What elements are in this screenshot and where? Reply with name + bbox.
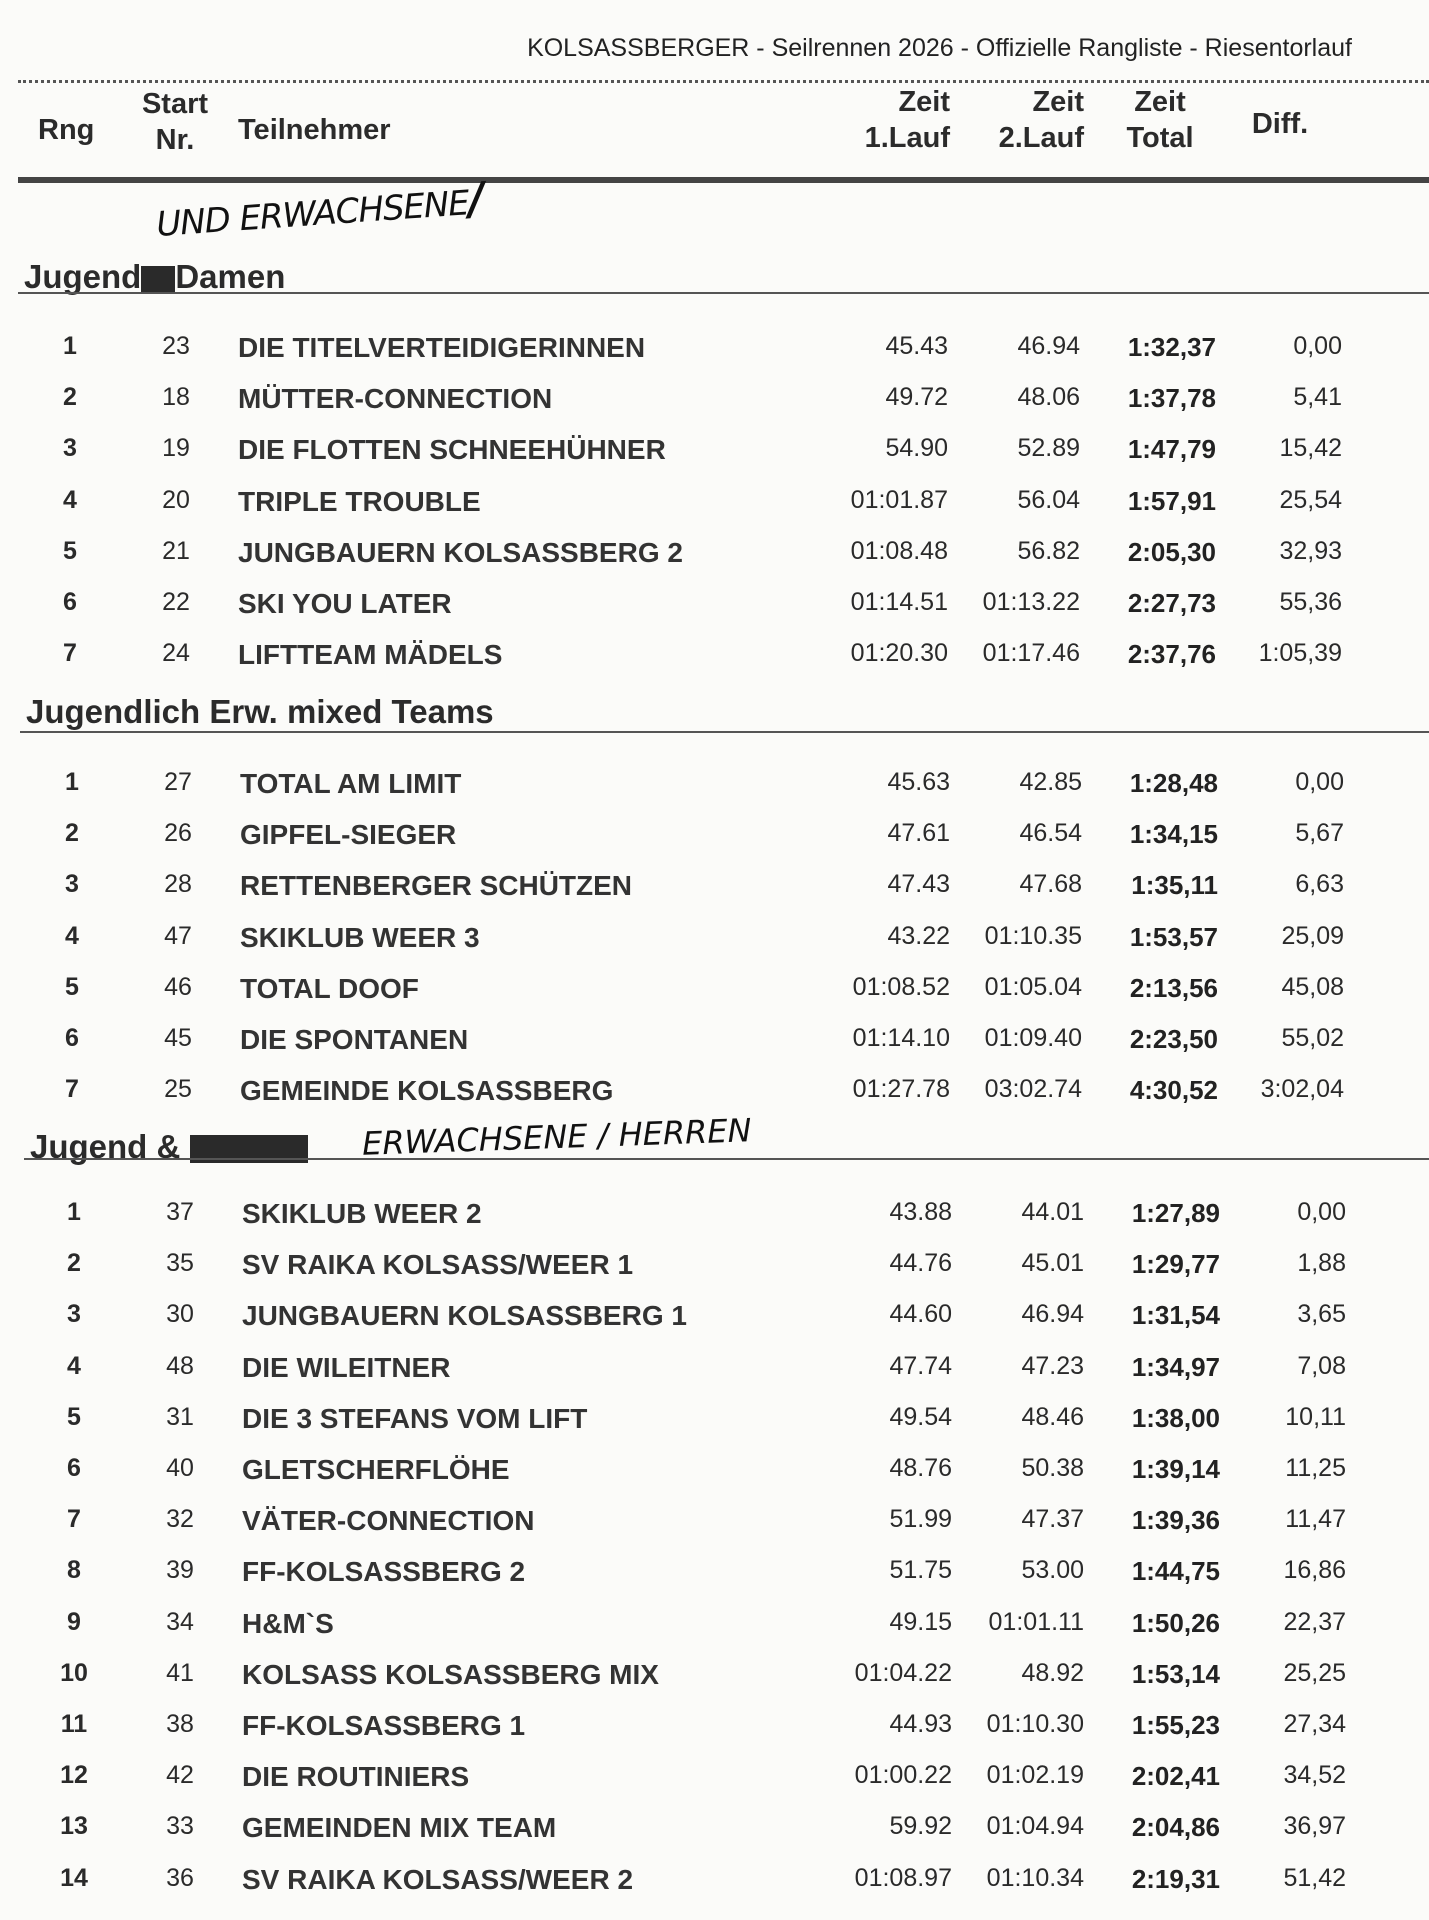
time-total-cell: 1:35,11: [1131, 870, 1218, 901]
participant-name-cell: KOLSASS KOLSASSBERG MIX: [242, 1658, 659, 1690]
document-title: KOLSASSBERGER - Seilrennen 2026 - Offizielle Rangliste - Riesentorlauf: [527, 34, 1352, 62]
diff-cell: 25,09: [1281, 921, 1344, 950]
start-number-cell: 22: [162, 588, 190, 616]
diff-cell: 0,00: [1295, 768, 1344, 796]
col-time1-header: [838, 84, 950, 156]
start-number-cell: 30: [166, 1300, 194, 1329]
col-total-header: [1110, 84, 1210, 156]
dotted-divider: [18, 80, 1429, 83]
section-title-jugend-damen: [24, 258, 285, 296]
time-run1-cell: 01:08.48: [850, 536, 948, 565]
diff-cell: 11,47: [1285, 1505, 1346, 1534]
participant-name-cell: FF-KOLSASSBERG 1: [242, 1710, 526, 1741]
time-total-cell: 1:27,89: [1131, 1198, 1220, 1228]
start-number-cell: 48: [166, 1351, 194, 1380]
participant-name-cell: DIE ROUTINIERS: [242, 1761, 470, 1793]
time-total-cell: 1:29,77: [1131, 1249, 1220, 1280]
rank-cell: 1: [63, 332, 77, 360]
rank-cell: 4: [65, 921, 79, 950]
participant-name-cell: GIPFEL-SIEGER: [240, 819, 457, 851]
start-number-cell: 37: [166, 1198, 194, 1226]
diff-cell: 34,52: [1283, 1761, 1346, 1790]
time-run1-cell: 48.76: [889, 1454, 952, 1482]
diff-cell: 16,86: [1283, 1556, 1346, 1585]
participant-name-cell: VÄTER-CONNECTION: [242, 1505, 535, 1537]
time-run2-cell: 01:01.11: [988, 1607, 1084, 1636]
table-row: [0, 639, 1429, 679]
table-row: [0, 537, 1429, 577]
rank-cell: 7: [65, 1075, 79, 1104]
time-run2-cell: 01:04.94: [986, 1812, 1084, 1841]
rank-cell: 6: [65, 1024, 79, 1052]
table-row: [0, 1075, 1429, 1115]
handwritten-section-note: ERWACHSENE / HERREN: [361, 1111, 753, 1163]
time-run2-cell: 46.54: [1019, 819, 1082, 848]
table-row: [0, 1812, 1429, 1852]
time-run1-cell: 45.63: [887, 768, 950, 796]
start-number-cell: 45: [164, 1024, 192, 1052]
time-run1-cell: 01:14.10: [852, 1024, 950, 1052]
participant-name-cell: DIE SPONTANEN: [240, 1024, 469, 1055]
table-row: [0, 1024, 1429, 1064]
time-run2-cell: 01:10.35: [984, 921, 1082, 950]
start-number-cell: 20: [162, 485, 190, 514]
time-run1-cell: 49.15: [889, 1607, 952, 1636]
rank-cell: 2: [67, 1249, 81, 1278]
handwritten-note-text: UND ERWACHSENE: [155, 183, 470, 246]
time-run1-cell: 59.92: [889, 1812, 952, 1841]
start-number-cell: 36: [166, 1863, 194, 1892]
table-row: [0, 588, 1429, 628]
rank-cell: 4: [63, 485, 77, 514]
rank-cell: 1: [65, 768, 79, 796]
time-total-cell: 1:34,97: [1131, 1351, 1220, 1382]
handwritten-note: [154, 173, 485, 247]
diff-cell: 15,42: [1279, 434, 1342, 463]
time-run2-cell: 03:02.74: [984, 1075, 1082, 1104]
table-row: [0, 973, 1429, 1013]
time-run2-cell: 53.00: [1021, 1556, 1084, 1585]
table-row: [0, 383, 1429, 423]
time-run1-cell: 01:20.30: [850, 639, 948, 668]
time-total-cell: 2:13,56: [1129, 972, 1218, 1003]
diff-cell: 11,25: [1285, 1454, 1346, 1482]
time-total-cell: 1:38,00: [1131, 1402, 1220, 1433]
table-row: [0, 1710, 1429, 1750]
time-total-cell: 1:47,79: [1127, 434, 1216, 465]
time-total-cell: 2:04,86: [1131, 1812, 1220, 1843]
table-row: [0, 1556, 1429, 1596]
time-run2-cell: 01:10.34: [986, 1863, 1084, 1892]
table-row: [0, 332, 1429, 372]
time-run1-cell: 01:00.22: [854, 1761, 952, 1790]
time-total-cell: 1:28,48: [1129, 768, 1218, 798]
table-row: [0, 1608, 1429, 1648]
time-run1-cell: 44.60: [889, 1300, 952, 1329]
rank-cell: 6: [67, 1454, 81, 1482]
time-total-cell: 1:31,54: [1131, 1300, 1220, 1331]
time-run1-cell: 49.72: [885, 383, 948, 412]
table-row: [0, 1249, 1429, 1289]
start-number-cell: 28: [164, 870, 192, 899]
col-participant-header: Teilnehmer: [238, 114, 391, 146]
participant-name-cell: DIE WILEITNER: [242, 1351, 451, 1383]
time-run2-cell: 56.82: [1017, 536, 1080, 565]
time-total-cell: 1:39,14: [1131, 1454, 1220, 1484]
table-row: [0, 486, 1429, 526]
participant-name-cell: JUNGBAUERN KOLSASSBERG 2: [238, 536, 683, 568]
section-title-jugend-herren: [30, 1128, 308, 1166]
diff-cell: 10,11: [1285, 1402, 1346, 1431]
time-run1-cell: 01:27.78: [852, 1075, 950, 1104]
section-title-part1: Jugend: [24, 258, 142, 295]
participant-name-cell: TRIPLE TROUBLE: [238, 485, 481, 517]
time-run2-cell: 01:05.04: [984, 972, 1082, 1001]
rank-cell: 7: [63, 639, 77, 668]
time-total-cell: 1:55,23: [1131, 1710, 1220, 1740]
diff-cell: 6,63: [1295, 870, 1344, 899]
participant-name-cell: DIE 3 STEFANS VOM LIFT: [242, 1402, 588, 1434]
table-row: [0, 1454, 1429, 1494]
diff-cell: 7,08: [1297, 1351, 1346, 1380]
handwritten-slash: /: [466, 173, 486, 226]
time-run1-cell: 01:08.52: [852, 972, 950, 1001]
time-total-cell: 1:44,75: [1131, 1556, 1220, 1587]
time-run2-cell: 50.38: [1021, 1454, 1084, 1482]
col-start-header: [140, 86, 210, 158]
col-time1-line2: 1.Lauf: [864, 122, 950, 154]
diff-cell: 22,37: [1283, 1607, 1346, 1636]
time-run2-cell: 47.37: [1021, 1505, 1084, 1534]
rank-cell: 12: [60, 1761, 88, 1790]
time-run1-cell: 51.99: [889, 1505, 952, 1534]
time-run2-cell: 01:13.22: [982, 588, 1080, 616]
header-divider: [18, 177, 1429, 183]
start-number-cell: 38: [166, 1710, 194, 1738]
start-number-cell: 39: [166, 1556, 194, 1585]
col-time1-line1: Zeit: [898, 86, 950, 118]
start-number-cell: 25: [164, 1075, 192, 1104]
start-number-cell: 27: [164, 768, 192, 796]
participant-name-cell: RETTENBERGER SCHÜTZEN: [240, 870, 633, 902]
time-total-cell: 1:50,26: [1131, 1607, 1220, 1638]
time-total-cell: 1:32,37: [1127, 332, 1216, 362]
col-start-line1: Start: [141, 88, 209, 120]
col-time2-line2: 2.Lauf: [998, 122, 1084, 154]
table-row: [0, 870, 1429, 910]
time-run1-cell: 49.54: [889, 1402, 952, 1431]
table-row: [0, 768, 1429, 808]
participant-name-cell: DIE TITELVERTEIDIGERINNEN: [238, 332, 646, 363]
participant-name-cell: GLETSCHERFLÖHE: [242, 1454, 510, 1485]
rank-cell: 2: [65, 819, 79, 848]
table-row: [0, 1505, 1429, 1545]
time-total-cell: 1:37,78: [1127, 383, 1216, 414]
diff-cell: 45,08: [1281, 972, 1344, 1001]
start-number-cell: 40: [166, 1454, 194, 1482]
col-total-line1: Zeit: [1134, 86, 1186, 118]
time-run2-cell: 56.04: [1017, 485, 1080, 514]
rank-cell: 4: [67, 1351, 81, 1380]
table-row: [0, 1761, 1429, 1801]
diff-cell: 0,00: [1293, 332, 1342, 360]
section-divider: [24, 1158, 1429, 1160]
start-number-cell: 21: [162, 536, 190, 565]
diff-cell: 55,36: [1279, 588, 1342, 616]
time-run1-cell: 01:01.87: [850, 485, 948, 514]
time-run2-cell: 47.68: [1019, 870, 1082, 899]
diff-cell: 1:05,39: [1258, 639, 1342, 668]
time-total-cell: 1:57,91: [1127, 485, 1216, 516]
rank-cell: 5: [65, 972, 79, 1001]
time-run1-cell: 44.93: [889, 1710, 952, 1738]
col-time2-line1: Zeit: [1032, 86, 1084, 118]
rank-cell: 2: [63, 383, 77, 412]
rank-cell: 3: [63, 434, 77, 463]
time-run2-cell: 42.85: [1019, 768, 1082, 796]
section-divider: [18, 292, 1429, 294]
time-run1-cell: 47.74: [889, 1351, 952, 1380]
time-run1-cell: 54.90: [885, 434, 948, 463]
col-rank-header: Rng: [38, 114, 95, 146]
time-run1-cell: 43.22: [887, 921, 950, 950]
time-run2-cell: 46.94: [1021, 1300, 1084, 1329]
start-number-cell: 46: [164, 972, 192, 1001]
time-run1-cell: 47.61: [887, 819, 950, 848]
diff-cell: 25,25: [1283, 1658, 1346, 1687]
start-number-cell: 24: [162, 639, 190, 668]
time-run2-cell: 52.89: [1017, 434, 1080, 463]
participant-name-cell: SKI YOU LATER: [238, 588, 452, 619]
time-total-cell: 2:37,76: [1127, 639, 1216, 670]
time-run2-cell: 48.46: [1021, 1402, 1084, 1431]
rank-cell: 14: [60, 1863, 88, 1892]
start-number-cell: 19: [162, 434, 190, 463]
rank-cell: 1: [67, 1198, 81, 1226]
start-number-cell: 34: [166, 1607, 194, 1636]
diff-cell: 55,02: [1281, 1024, 1344, 1052]
time-run2-cell: 48.06: [1017, 383, 1080, 412]
time-total-cell: 4:30,52: [1129, 1075, 1218, 1106]
table-row: [0, 1198, 1429, 1238]
col-start-line2: Nr.: [155, 124, 195, 156]
time-run2-cell: 47.23: [1021, 1351, 1084, 1380]
rank-cell: 3: [65, 870, 79, 899]
rank-cell: 13: [60, 1812, 88, 1841]
time-run1-cell: 51.75: [889, 1556, 952, 1585]
table-row: [0, 1864, 1429, 1904]
time-run1-cell: 01:08.97: [854, 1863, 952, 1892]
time-total-cell: 2:23,50: [1129, 1024, 1218, 1054]
time-run2-cell: 01:09.40: [984, 1024, 1082, 1052]
start-number-cell: 42: [166, 1761, 194, 1790]
diff-cell: 5,67: [1295, 819, 1344, 848]
participant-name-cell: MÜTTER-CONNECTION: [238, 383, 553, 415]
rank-cell: 11: [60, 1710, 88, 1738]
time-total-cell: 2:19,31: [1131, 1863, 1220, 1894]
rank-cell: 6: [63, 588, 77, 616]
time-total-cell: 2:02,41: [1131, 1761, 1220, 1792]
time-run1-cell: 45.43: [885, 332, 948, 360]
col-total-line2: Total: [1126, 122, 1194, 154]
time-total-cell: 1:53,57: [1129, 921, 1218, 952]
start-number-cell: 26: [164, 819, 192, 848]
rank-cell: 10: [60, 1658, 88, 1687]
col-diff-header: Diff.: [1251, 108, 1309, 140]
participant-name-cell: SKIKLUB WEER 2: [242, 1198, 482, 1229]
start-number-cell: 31: [166, 1402, 194, 1431]
diff-cell: 36,97: [1283, 1812, 1346, 1841]
start-number-cell: 18: [162, 383, 190, 412]
participant-name-cell: LIFTTEAM MÄDELS: [238, 639, 503, 671]
participant-name-cell: DIE FLOTTEN SCHNEEHÜHNER: [238, 434, 666, 466]
table-row: [0, 1300, 1429, 1340]
section-title-part1: Jugend &: [30, 1128, 181, 1165]
section-divider: [20, 731, 1429, 733]
diff-cell: 3:02,04: [1260, 1075, 1344, 1104]
participant-name-cell: GEMEINDEN MIX TEAM: [242, 1812, 557, 1844]
participant-name-cell: TOTAL AM LIMIT: [240, 768, 462, 799]
rank-cell: 8: [67, 1556, 81, 1585]
start-number-cell: 23: [162, 332, 190, 360]
rank-cell: 5: [63, 536, 77, 565]
diff-cell: 32,93: [1279, 536, 1342, 565]
time-run1-cell: 44.76: [889, 1249, 952, 1278]
time-total-cell: 1:39,36: [1131, 1505, 1220, 1536]
start-number-cell: 47: [164, 921, 192, 950]
rank-cell: 5: [67, 1402, 81, 1431]
participant-name-cell: SV RAIKA KOLSASS/WEER 2: [242, 1863, 634, 1895]
time-run2-cell: 01:02.19: [986, 1761, 1084, 1790]
table-row: [0, 819, 1429, 859]
time-run2-cell: 01:17.46: [982, 639, 1080, 668]
col-time2-header: [972, 84, 1084, 156]
participant-name-cell: TOTAL DOOF: [240, 972, 419, 1004]
time-total-cell: 2:27,73: [1127, 588, 1216, 618]
time-run1-cell: 01:14.51: [850, 588, 948, 616]
time-run2-cell: 46.94: [1017, 332, 1080, 360]
diff-cell: 51,42: [1283, 1863, 1346, 1892]
diff-cell: 3,65: [1297, 1300, 1346, 1329]
participant-name-cell: JUNGBAUERN KOLSASSBERG 1: [242, 1300, 687, 1332]
diff-cell: 5,41: [1293, 383, 1342, 412]
time-run2-cell: 48.92: [1021, 1658, 1084, 1687]
start-number-cell: 32: [166, 1505, 194, 1534]
time-run1-cell: 47.43: [887, 870, 950, 899]
diff-cell: 1,88: [1297, 1249, 1346, 1278]
diff-cell: 0,00: [1297, 1198, 1346, 1226]
participant-name-cell: SKIKLUB WEER 3: [240, 921, 480, 953]
participant-name-cell: H&M`S: [242, 1607, 334, 1639]
time-run1-cell: 01:04.22: [854, 1658, 952, 1687]
time-run2-cell: 45.01: [1021, 1249, 1084, 1278]
time-total-cell: 1:53,14: [1131, 1658, 1220, 1689]
table-row: [0, 434, 1429, 474]
time-total-cell: 1:34,15: [1129, 819, 1218, 850]
section-title-mixed-teams: Jugendlich Erw. mixed Teams: [26, 693, 494, 730]
rank-cell: 7: [67, 1505, 81, 1534]
participant-name-cell: FF-KOLSASSBERG 2: [242, 1556, 526, 1588]
rank-cell: 3: [67, 1300, 81, 1329]
table-row: [0, 1352, 1429, 1392]
start-number-cell: 41: [166, 1658, 194, 1687]
time-run2-cell: 44.01: [1021, 1198, 1084, 1226]
diff-cell: 27,34: [1283, 1710, 1346, 1738]
time-total-cell: 2:05,30: [1127, 536, 1216, 567]
time-run1-cell: 43.88: [889, 1198, 952, 1226]
table-row: [0, 1659, 1429, 1699]
table-row: [0, 922, 1429, 962]
participant-name-cell: GEMEINDE KOLSASSBERG: [240, 1075, 614, 1107]
time-run2-cell: 01:10.30: [986, 1710, 1084, 1738]
redaction-mark: [141, 266, 175, 292]
table-row: [0, 1403, 1429, 1443]
rank-cell: 9: [67, 1607, 81, 1636]
diff-cell: 25,54: [1279, 485, 1342, 514]
start-number-cell: 33: [166, 1812, 194, 1841]
participant-name-cell: SV RAIKA KOLSASS/WEER 1: [242, 1249, 634, 1281]
start-number-cell: 35: [166, 1249, 194, 1278]
section-title-part2: Damen: [175, 258, 286, 295]
